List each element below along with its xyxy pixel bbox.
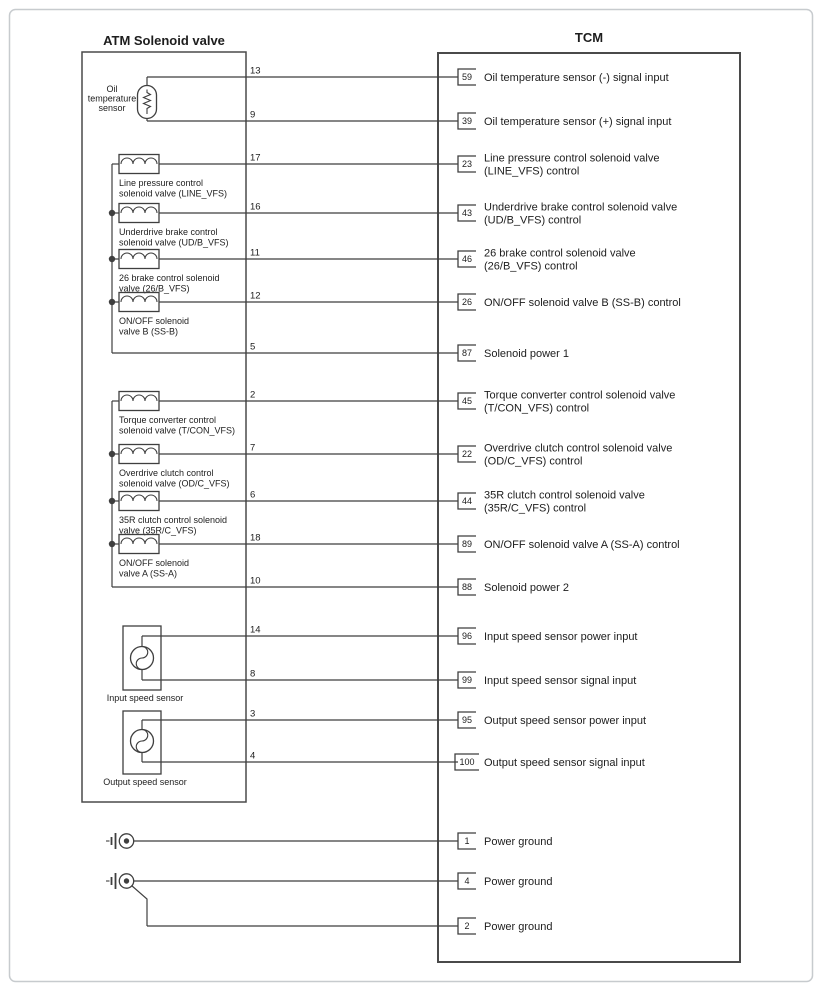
tcm-pin-description: Line pressure control solenoid valve bbox=[484, 152, 660, 165]
junction-dot bbox=[109, 256, 115, 262]
tcm-pin-description: Output speed sensor signal input bbox=[484, 757, 645, 769]
solenoid-valve-label: Underdrive brake control bbox=[119, 227, 218, 237]
wire-number-label: 7 bbox=[250, 442, 256, 454]
tcm-pin-number: 4 bbox=[464, 876, 470, 887]
wire-number-label: 18 bbox=[250, 532, 261, 544]
tcm-pin-number: 26 bbox=[461, 297, 473, 308]
tcm-pin-number: 95 bbox=[461, 715, 473, 726]
tcm-pin-description: (T/CON_VFS) control bbox=[484, 402, 590, 415]
oil-temp-sensor-label: sensor bbox=[98, 103, 126, 113]
ac-sine-icon bbox=[136, 730, 148, 753]
speed-sensor-label: Input speed sensor bbox=[106, 693, 184, 703]
solenoid-valve-label: solenoid valve (OD/C_VFS) bbox=[119, 478, 230, 489]
atm-box-title: ATM Solenoid valve bbox=[103, 33, 225, 48]
tcm-pin-description: (OD/C_VFS) control bbox=[484, 455, 583, 468]
tcm-pin-description: Power ground bbox=[484, 876, 553, 888]
tcm-pin-description: Input speed sensor signal input bbox=[484, 675, 637, 687]
tcm-pin-description: Solenoid power 1 bbox=[484, 348, 570, 360]
wire-number-label: 10 bbox=[250, 575, 261, 587]
solenoid-coil-icon bbox=[119, 445, 159, 464]
oil-temp-sensor-label: temperature bbox=[87, 93, 137, 104]
tcm-pin-number: 88 bbox=[461, 582, 473, 593]
tcm-pin-number: 44 bbox=[461, 496, 473, 507]
junction-dot bbox=[109, 451, 115, 457]
wire-number-label: 13 bbox=[250, 65, 261, 77]
coil-winding-icon bbox=[121, 495, 157, 501]
tcm-pin-description: Oil temperature sensor (+) signal input bbox=[484, 116, 672, 128]
tcm-pin-description: Solenoid power 2 bbox=[484, 582, 570, 594]
tcm-pin-description: Output speed sensor power input bbox=[484, 715, 647, 727]
wire-number-label: 11 bbox=[250, 247, 260, 259]
ground-dot-icon bbox=[124, 838, 129, 843]
tcm-pin-number: 2 bbox=[464, 921, 470, 932]
tcm-pin-number: 39 bbox=[461, 116, 473, 127]
tcm-pin-description: Oil temperature sensor (-) signal input bbox=[484, 72, 669, 84]
solenoid-valve-label: Torque converter control bbox=[119, 415, 217, 425]
tcm-pin-number: 96 bbox=[461, 631, 473, 642]
thermistor-zigzag-icon bbox=[144, 90, 151, 115]
tcm-pin-number: 22 bbox=[461, 449, 473, 460]
solenoid-coil-icon bbox=[119, 155, 159, 174]
coil-winding-icon bbox=[121, 253, 157, 259]
speed-sensor-label: Output speed sensor bbox=[103, 777, 187, 787]
wire-number-label: 5 bbox=[250, 341, 256, 353]
tcm-pin-description: Overdrive clutch control solenoid valve bbox=[484, 442, 673, 455]
tcm-pin-description: (UD/B_VFS) control bbox=[484, 214, 582, 227]
tcm-pin-description: Power ground bbox=[484, 921, 553, 933]
solenoid-valve-label: solenoid valve (T/CON_VFS) bbox=[119, 425, 236, 436]
tcm-pin-number: 46 bbox=[461, 254, 473, 265]
wire-number-label: 8 bbox=[250, 668, 256, 680]
solenoid-valve-label: 26 brake control solenoid bbox=[119, 273, 220, 283]
tcm-pin-number: 23 bbox=[461, 159, 473, 170]
coil-winding-icon bbox=[121, 158, 157, 164]
ac-sine-icon bbox=[136, 647, 148, 670]
coil-winding-icon bbox=[121, 538, 157, 544]
solenoid-coil-icon bbox=[119, 492, 159, 511]
solenoid-valve-label: ON/OFF solenoid bbox=[119, 316, 190, 326]
junction-dot bbox=[109, 210, 115, 216]
wire-number-label: 2 bbox=[250, 389, 256, 401]
wire-number-label: 4 bbox=[250, 750, 256, 762]
solenoid-coil-icon bbox=[119, 204, 159, 223]
solenoid-valve-label: valve (35R/C_VFS) bbox=[119, 525, 197, 536]
tcm-pin-description: Torque converter control solenoid valve bbox=[484, 389, 676, 402]
wire-number-label: 6 bbox=[250, 489, 256, 501]
ground-branch-wire bbox=[132, 886, 148, 927]
junction-dot bbox=[109, 498, 115, 504]
tcm-pin-description: ON/OFF solenoid valve B (SS-B) control bbox=[484, 297, 681, 309]
wire-number-label: 16 bbox=[250, 201, 261, 213]
solenoid-valve-label: valve B (SS-B) bbox=[119, 326, 179, 337]
tcm-box-title: TCM bbox=[574, 30, 604, 45]
tcm-pin-number: 89 bbox=[461, 539, 473, 550]
solenoid-valve-label: Line pressure control bbox=[119, 178, 204, 188]
tcm-pin-description: (35R/C_VFS) control bbox=[484, 502, 587, 515]
wire-number-label: 3 bbox=[250, 708, 256, 720]
tcm-pin-description: Underdrive brake control solenoid valve bbox=[484, 201, 678, 214]
tcm-pin-number: 1 bbox=[464, 836, 470, 847]
tcm-pin-description: (LINE_VFS) control bbox=[484, 165, 580, 178]
solenoid-coil-icon bbox=[119, 392, 159, 411]
tcm-pin-description: 35R clutch control solenoid valve bbox=[484, 489, 645, 502]
coil-winding-icon bbox=[121, 395, 157, 401]
solenoid-coil-icon bbox=[119, 535, 159, 554]
solenoid-valve-label: solenoid valve (LINE_VFS) bbox=[119, 188, 228, 199]
solenoid-valve-label: ON/OFF solenoid bbox=[119, 558, 190, 568]
junction-dot bbox=[109, 299, 115, 305]
tcm-pin-description: Power ground bbox=[484, 836, 553, 848]
solenoid-valve-label: Overdrive clutch control bbox=[119, 468, 214, 478]
tcm-pin-number: 59 bbox=[461, 72, 473, 83]
tcm-pin-description: Input speed sensor power input bbox=[484, 631, 638, 643]
wire-number-label: 14 bbox=[250, 624, 261, 636]
coil-winding-icon bbox=[121, 448, 157, 454]
tcm-pin-description: ON/OFF solenoid valve A (SS-A) control bbox=[484, 539, 680, 551]
oil-temp-sensor-label: Oil bbox=[106, 84, 118, 94]
tcm-pin-number: 43 bbox=[461, 208, 473, 219]
solenoid-coil-icon bbox=[119, 250, 159, 269]
wire-number-label: 12 bbox=[250, 290, 261, 302]
junction-dot bbox=[109, 541, 115, 547]
tcm-pin-number: 99 bbox=[461, 675, 473, 686]
coil-winding-icon bbox=[121, 296, 157, 302]
tcm-pin-number: 87 bbox=[461, 348, 473, 359]
coil-winding-icon bbox=[121, 207, 157, 213]
tcm-pin-description: 26 brake control solenoid valve bbox=[484, 247, 636, 260]
solenoid-coil-icon bbox=[119, 293, 159, 312]
solenoid-valve-label: solenoid valve (UD/B_VFS) bbox=[119, 237, 229, 248]
solenoid-valve-label: 35R clutch control solenoid bbox=[119, 515, 228, 525]
tcm-pin-description: (26/B_VFS) control bbox=[484, 260, 578, 273]
tcm-pin-number: 100 bbox=[459, 757, 475, 768]
solenoid-valve-label: valve (26/B_VFS) bbox=[119, 283, 190, 294]
wire-number-label: 9 bbox=[250, 109, 256, 121]
tcm-pin-number: 45 bbox=[461, 396, 473, 407]
wire-number-label: 17 bbox=[250, 152, 261, 164]
ground-dot-icon bbox=[124, 878, 129, 883]
solenoid-valve-label: valve A (SS-A) bbox=[119, 568, 178, 579]
